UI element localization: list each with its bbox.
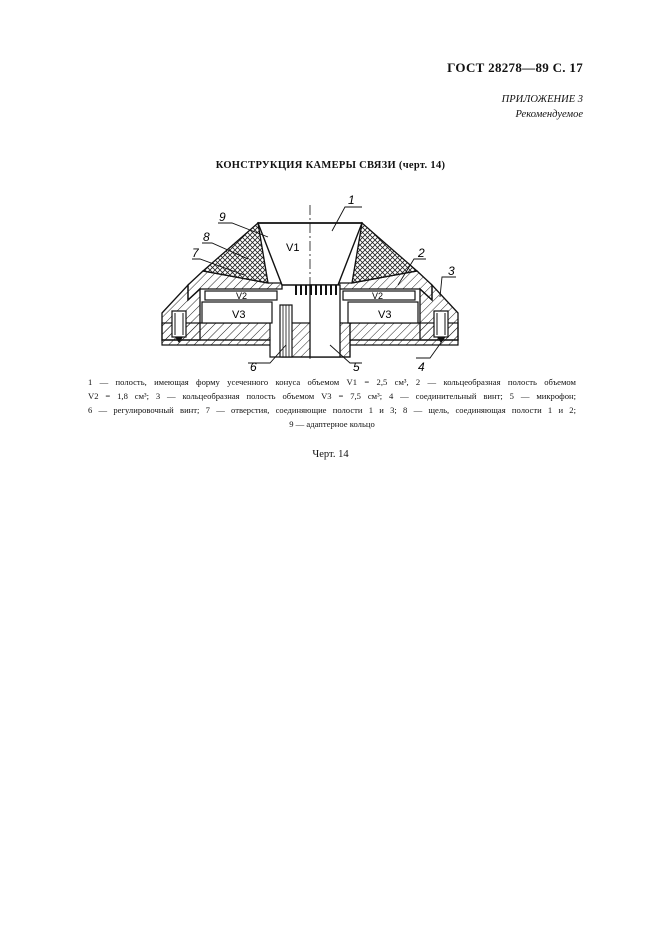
appendix-label: ПРИЛОЖЕНИЕ 3 [501, 94, 583, 105]
callout-3: 3 [448, 264, 455, 278]
legend-line-4: 9 — адаптерное кольцо [289, 419, 375, 429]
slot-teeth [296, 285, 336, 295]
coupling-chamber-drawing [150, 185, 470, 375]
label-v2-left: V2 [236, 291, 248, 301]
figure-caption: Черт. 14 [312, 449, 349, 460]
connecting-screw-right [434, 311, 448, 337]
callout-4: 4 [418, 360, 425, 374]
label-v2-right: V2 [372, 291, 384, 301]
section-title: КОНСТРУКЦИЯ КАМЕРЫ СВЯЗИ (черт. 14) [215, 160, 446, 171]
callout-1: 1 [348, 193, 355, 207]
callout-7: 7 [192, 246, 199, 260]
appendix-block [502, 92, 583, 122]
appendix-status: Рекомендуемое [515, 109, 583, 120]
label-v1: V1 [286, 242, 300, 254]
callout-6: 6 [250, 360, 257, 374]
legend-line-2: V2 = 1,8 см³; 3 — кольцеобразная полость объемом V3 = 7,5 см³; 4 — соединительный винт; 5 — микрофон; [88, 391, 576, 401]
document-header: ГОСТ 28278—89 С. 17 [447, 60, 583, 75]
legend-line-1: 1 — полость, имеющая форму усеченного конуса объемом V1 = 2,5 см³, 2 — кольцеобразная полость объемом [88, 377, 576, 387]
microphone [310, 285, 340, 357]
callout-2: 2 [418, 246, 425, 260]
label-v3-right: V3 [378, 309, 392, 321]
callout-5: 5 [353, 360, 360, 374]
callout-9: 9 [219, 210, 226, 224]
label-v3-left: V3 [232, 309, 246, 321]
callout-8: 8 [203, 230, 210, 244]
legend [88, 375, 576, 431]
legend-line-3: 6 — регулировочный винт; 7 — отверстия, соединяющие полости 1 и 3; 8 — щель, соединяющая полости 1 и 2; [88, 405, 576, 415]
connecting-screw-left [172, 311, 186, 337]
